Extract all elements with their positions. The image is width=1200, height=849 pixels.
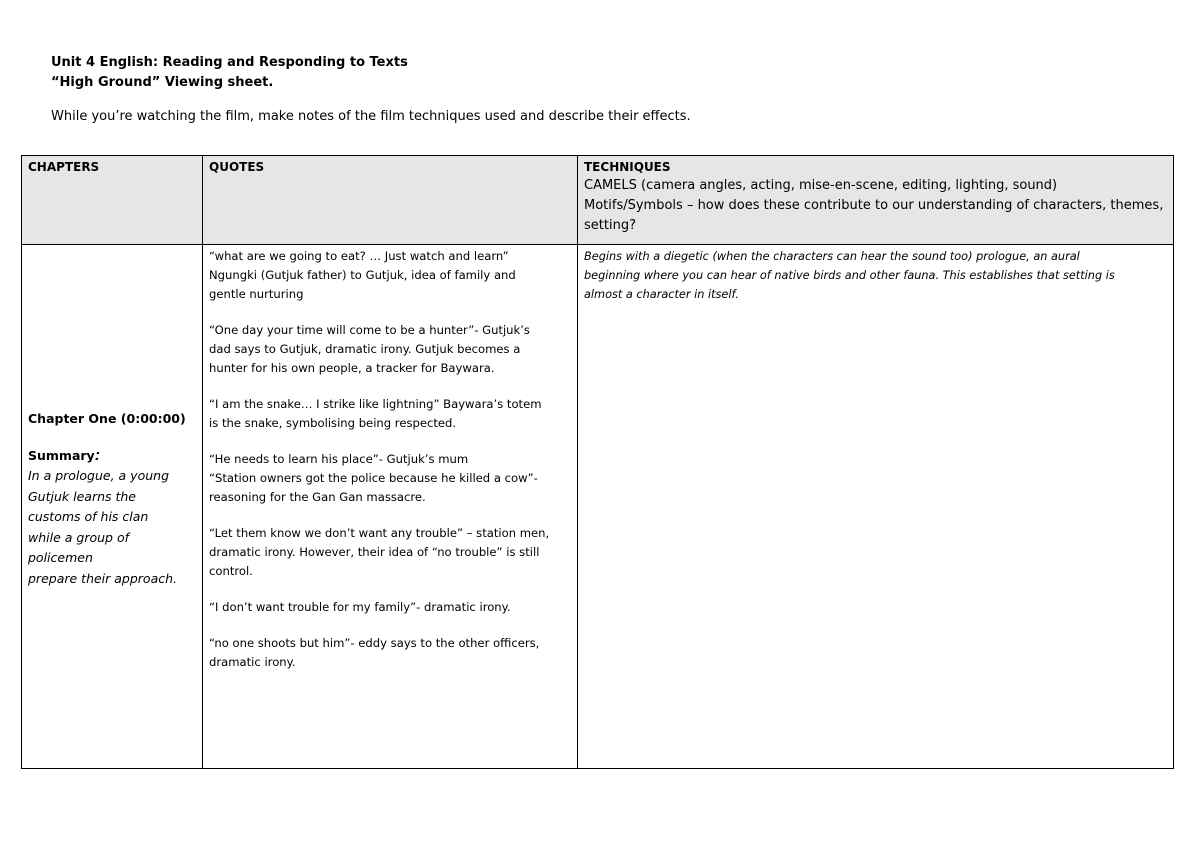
quote-line: reasoning for the Gan Gan massacre.: [209, 490, 426, 504]
summary-line: In a prologue, a young: [28, 468, 170, 483]
document-title: Unit 4 English: Reading and Responding to Texts: [51, 55, 408, 70]
instructions-text: While you’re watching the film, make notes of the film techniques used and describe their effects.: [51, 109, 691, 124]
header-cell-techniques: [578, 156, 1174, 245]
technique-note: [584, 247, 1167, 304]
quote-entry: [209, 450, 571, 507]
techniques-cell: [578, 245, 1174, 769]
techniques-camels-note: CAMELS (camera angles, acting, mise-en-scene, editing, lighting, sound): [584, 178, 1058, 193]
quote-line: Ngungki (Gutjuk father) to Gutjuk, idea of family and: [209, 268, 516, 282]
quote-line: “He needs to learn his place”- Gutjuk’s mum: [209, 452, 469, 466]
quote-line: gentle nurturing: [209, 287, 304, 301]
quote-line: control.: [209, 564, 253, 578]
technique-line: Begins with a diegetic (when the characters can hear the sound too) prologue, an aural: [584, 250, 1080, 263]
technique-line: almost a character in itself.: [584, 288, 739, 301]
quote-line: dramatic irony. However, their idea of “no trouble” is still: [209, 545, 540, 559]
column-header-techniques: TECHNIQUES: [584, 160, 671, 174]
quote-line: hunter for his own people, a tracker for Baywara.: [209, 361, 495, 375]
summary-line: while a group of: [28, 529, 129, 545]
quote-line: “no one shoots but him”- eddy says to the other officers,: [209, 636, 540, 650]
header-cell-chapters: [22, 156, 203, 245]
quote-line: “what are we going to eat? … Just watch and learn”: [209, 249, 509, 263]
summary-heading: [28, 446, 196, 466]
document-header: [51, 53, 1151, 127]
column-header-quotes: QUOTES: [209, 160, 265, 174]
quote-line: dad says to Gutjuk, dramatic irony. Gutjuk becomes a: [209, 342, 521, 356]
chapter-summary: [28, 466, 196, 589]
quote-line: “I don’t want trouble for my family”- dramatic irony.: [209, 600, 511, 614]
chapter-title: Chapter One (0:00:00): [28, 411, 186, 426]
quote-entry: [209, 395, 571, 433]
quote-line: is the snake, symbolising being respected.: [209, 416, 457, 430]
document-subtitle: “High Ground” Viewing sheet.: [51, 75, 274, 90]
quote-entry: [209, 598, 571, 617]
column-header-chapters: CHAPTERS: [28, 160, 100, 174]
chapter-cell: [22, 245, 203, 769]
quote-line: “One day your time will come to be a hunter”- Gutjuk’s: [209, 323, 530, 337]
quote-line: “I am the snake… I strike like lightning” Baywara’s totem: [209, 397, 542, 411]
summary-line: customs of his clan: [28, 509, 149, 524]
technique-line: beginning where you can hear of native birds and other fauna. This establishes that setting is: [584, 269, 1115, 282]
quote-entry: [209, 634, 571, 672]
quote-entry: [209, 524, 571, 581]
summary-label: Summary: [28, 448, 95, 463]
quotes-cell: [203, 245, 578, 769]
summary-colon: :: [94, 447, 101, 464]
table-header-row: [22, 156, 1174, 245]
quote-line: “Let them know we don’t want any trouble” – station men,: [209, 526, 550, 540]
techniques-motifs-note: Motifs/Symbols – how does these contribute to our understanding of characters, themes, setting?: [584, 198, 1164, 233]
table-row: [22, 245, 1174, 769]
summary-line: policemen: [28, 550, 93, 565]
quote-line: dramatic irony.: [209, 655, 296, 669]
quote-line: “Station owners got the police because he killed a cow”-: [209, 471, 538, 485]
quote-entry: [209, 247, 571, 304]
summary-line: prepare their approach.: [28, 570, 178, 586]
header-cell-quotes: [203, 156, 578, 245]
quote-entry: [209, 321, 571, 378]
viewing-sheet-table: [21, 155, 1174, 769]
summary-line: Gutjuk learns the: [28, 488, 137, 504]
